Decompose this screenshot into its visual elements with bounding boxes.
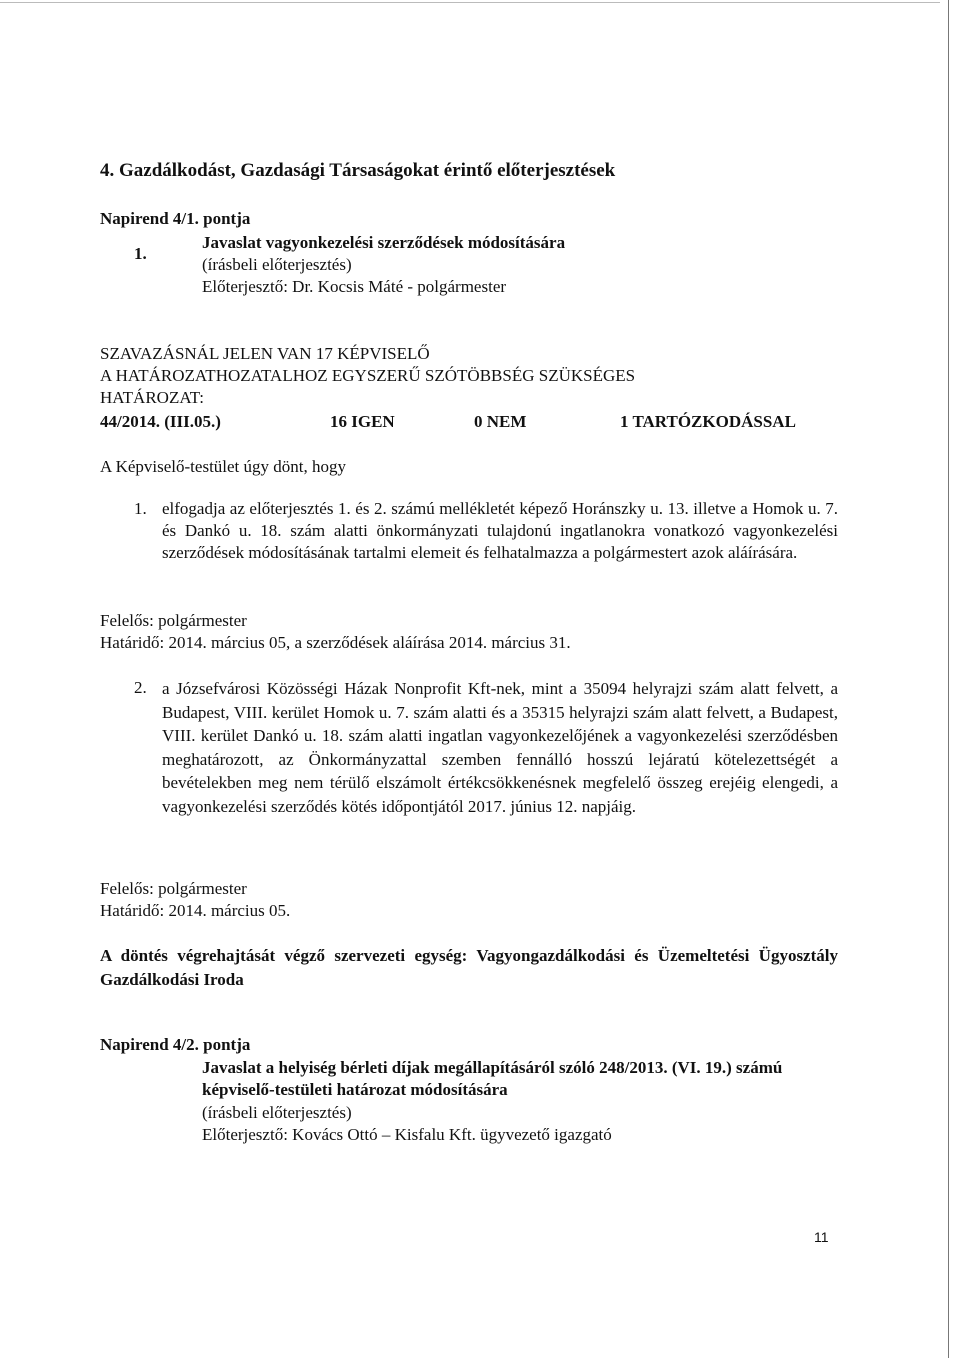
point-1-text: elfogadja az előterjesztés 1. és 2. számú mellékletét képező Horánszky u. 13. illetve a Homok u. 7. és Dankó u. 18. szám alatti önkormányzati tulajdonú ingatlanokra vonatkozó vagyonkezelési szerződések módosításának tartalmi elemeit és felhatalmazza a polgármestert azok aláírására.: [162, 499, 838, 562]
point-2-text: a Józsefvárosi Közösségi Házak Nonprofit Kft-nek, mint a 35094 helyrajzi szám alatt felvett, a Budapest, VIII. kerület Homok u. 7. szám alatti és a 35315 helyrajzi szám alatt felvett, a Budapest, VIII. kerület Dankó u. 18. szám alatti ingatlan vagyonkezelőjének a vagyonkezelési szerződésben meghatározott, az Önkormányzattal szemben fennálló hosszú lejáratú kötelezettségét a bevételekben meg nem térülő elszámolt értékcsökkenésnek megfelelő összeg erejéig elengedi, a vagyonkezelési szerződés kötés időpontjától 2017. június 12. napjáig.: [162, 679, 838, 816]
votes-yes: 16 IGEN: [330, 412, 395, 431]
agenda-item-label: Napirend 4/1. pontja: [100, 209, 251, 228]
decision-intro: A Képviselő-testület úgy dönt, hogy: [100, 457, 347, 476]
point-number: 2.: [134, 678, 147, 697]
responsible-line: Felelős: polgármester: [100, 879, 247, 898]
item-presenter: Előterjesztő: Dr. Kocsis Máté - polgármester: [202, 277, 507, 296]
deadline-line: Határidő: 2014. március 05, a szerződések aláírása 2014. március 31.: [100, 633, 571, 652]
executor-unit: A döntés végrehajtását végző szervezeti egység: Vagyongazdálkodási és Üzemeltetési Ügyosztály Gazdálkodási Iroda: [100, 946, 838, 989]
responsible-line: Felelős: polgármester: [100, 611, 247, 630]
deadline-line: Határidő: 2014. március 05.: [100, 901, 291, 920]
item-title: Javaslat vagyonkezelési szerződések módosítására: [202, 233, 566, 252]
resolution-label: HATÁROZAT:: [100, 388, 204, 407]
scan-top-line: [0, 2, 940, 3]
agenda-item-label: Napirend 4/2. pontja: [100, 1035, 251, 1054]
item-type: (írásbeli előterjesztés): [202, 255, 352, 274]
attendance-line: SZAVAZÁSNÁL JELEN VAN 17 KÉPVISELŐ: [100, 344, 430, 363]
section-title: 4. Gazdálkodást, Gazdasági Társaságokat érintő előterjesztések: [100, 160, 616, 181]
item-number: 1.: [134, 244, 147, 263]
item-type: (írásbeli előterjesztés): [202, 1103, 352, 1122]
scan-edge-line: [948, 0, 949, 1358]
item-presenter: Előterjesztő: Kovács Ottó – Kisfalu Kft. ügyvezető igazgató: [202, 1125, 612, 1144]
item-title: Javaslat a helyiség bérleti díjak megállapításáról szóló 248/2013. (VI. 19.) számú képviselő-testületi határozat módosítására: [202, 1058, 783, 1099]
page-number: 11: [814, 1229, 829, 1245]
point-number: 1.: [134, 499, 147, 518]
majority-line: A HATÁROZATHOZATALHOZ EGYSZERŰ SZÓTÖBBSÉG SZÜKSÉGES: [100, 366, 636, 385]
resolution-number: 44/2014. (III.05.): [100, 412, 221, 431]
votes-abstain: 1 TARTÓZKODÁSSAL: [620, 412, 796, 431]
votes-no: 0 NEM: [474, 412, 527, 431]
